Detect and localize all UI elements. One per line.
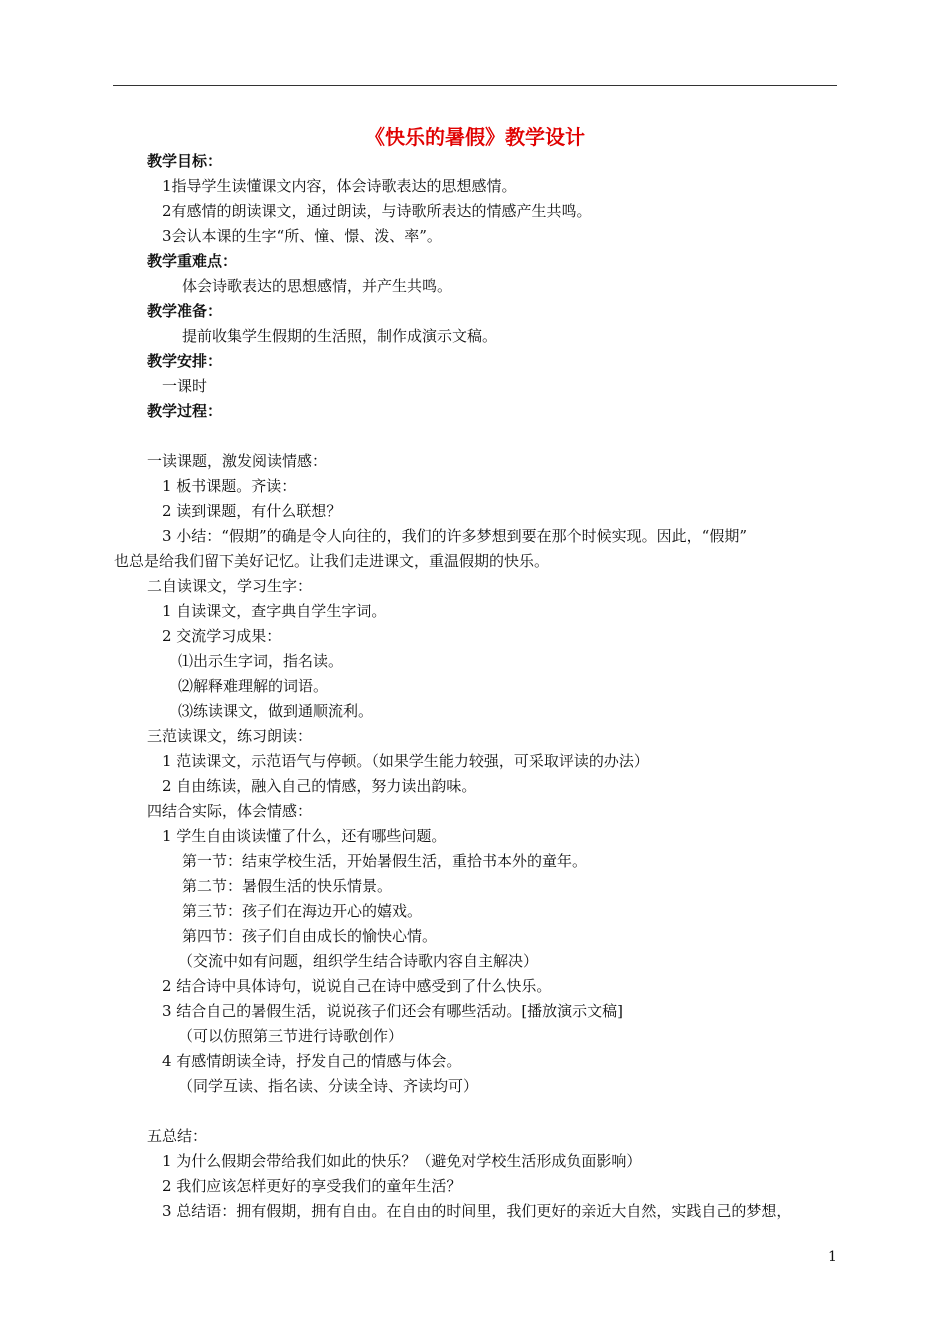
header-rule xyxy=(113,85,837,86)
body-text-line: 三范读课文，练习朗读： xyxy=(147,727,313,745)
body-text-line: 1 板书课题。齐读： xyxy=(162,477,297,495)
document-title: 《快乐的暑假》教学设计 xyxy=(365,125,585,149)
section-heading: 教学目标： xyxy=(147,152,223,170)
page-number: 1 xyxy=(828,1249,837,1265)
section-heading: 教学准备： xyxy=(147,302,223,320)
body-text-line: 也总是给我们留下美好记忆。让我们走进课文，重温假期的快乐。 xyxy=(114,552,550,570)
body-text-line: 2 读到课题，有什么联想？ xyxy=(162,502,342,520)
body-text-line: 一读课题，激发阅读情感： xyxy=(147,452,328,470)
body-text-line: 二自读课文，学习生字： xyxy=(147,577,313,595)
body-text-line: 1 范读课文，示范语气与停顿。（如果学生能力较强，可采取评读的办法） xyxy=(162,752,649,770)
section-heading: 教学安排： xyxy=(147,352,223,370)
body-text-line: 一课时 xyxy=(162,377,208,395)
body-text-line: ⑶练读课文，做到通顺流利。 xyxy=(178,702,374,720)
body-text-line: （同学互读、指名读、分读全诗、齐读均可） xyxy=(178,1077,479,1095)
section-heading: 教学过程： xyxy=(147,402,223,420)
body-text-line: 1指导学生读懂课文内容，体会诗歌表达的思想感情。 xyxy=(162,177,517,195)
body-text-line: 3 结合自己的暑假生活，说说孩子们还会有哪些活动。[播放演示文稿] xyxy=(162,1002,624,1020)
body-text-line: 五总结： xyxy=(147,1127,208,1145)
body-text-line: （交流中如有问题，组织学生结合诗歌内容自主解决） xyxy=(178,952,539,970)
body-text-line: 1 学生自由谈读懂了什么，还有哪些问题。 xyxy=(162,827,447,845)
body-text-line: 1 自读课文，查字典自学生字词。 xyxy=(162,602,387,620)
body-text-line: 3会认本课的生字“所、憧、憬、泼、率”。 xyxy=(162,227,442,245)
body-text-line: ⑴出示生字词，指名读。 xyxy=(178,652,344,670)
body-text-line: 2 结合诗中具体诗句，说说自己在诗中感受到了什么快乐。 xyxy=(162,977,552,995)
body-text-line: 第二节：暑假生活的快乐情景。 xyxy=(182,877,393,895)
body-text-line: 2 我们应该怎样更好的享受我们的童年生活？ xyxy=(162,1177,462,1195)
body-text-line: 1 为什么假期会带给我们如此的快乐？（避免对学校生活形成负面影响） xyxy=(162,1152,642,1170)
body-text-line: （可以仿照第三节进行诗歌创作） xyxy=(178,1027,404,1045)
body-text-line: 第三节：孩子们在海边开心的嬉戏。 xyxy=(182,902,423,920)
body-text-line: ⑵解释难理解的词语。 xyxy=(178,677,329,695)
body-text-line: 3 小结：“假期”的确是令人向往的，我们的许多梦想到要在那个时候实现。因此，“假期” xyxy=(162,527,747,545)
body-text-line: 2有感情的朗读课文，通过朗读，与诗歌所表达的情感产生共鸣。 xyxy=(162,202,592,220)
body-text-line: 4 有感情朗读全诗，抒发自己的情感与体会。 xyxy=(162,1052,462,1070)
body-text-line: 提前收集学生假期的生活照，制作成演示文稿。 xyxy=(182,327,498,345)
body-text-line: 第四节：孩子们自由成长的愉快心情。 xyxy=(182,927,438,945)
body-text-line: 四结合实际，体会情感： xyxy=(147,802,313,820)
body-text-line: 2 自由练读，融入自己的情感，努力读出韵味。 xyxy=(162,777,477,795)
body-text-line: 3 总结语：拥有假期，拥有自由。在自由的时间里，我们更好的亲近大自然，实践自己的梦想， xyxy=(162,1202,792,1220)
section-heading: 教学重难点： xyxy=(147,252,238,270)
body-text-line: 2 交流学习成果： xyxy=(162,627,282,645)
body-text-line: 第一节：结束学校生活，开始暑假生活，重拾书本外的童年。 xyxy=(182,852,588,870)
body-text-line: 体会诗歌表达的思想感情，并产生共鸣。 xyxy=(182,277,453,295)
